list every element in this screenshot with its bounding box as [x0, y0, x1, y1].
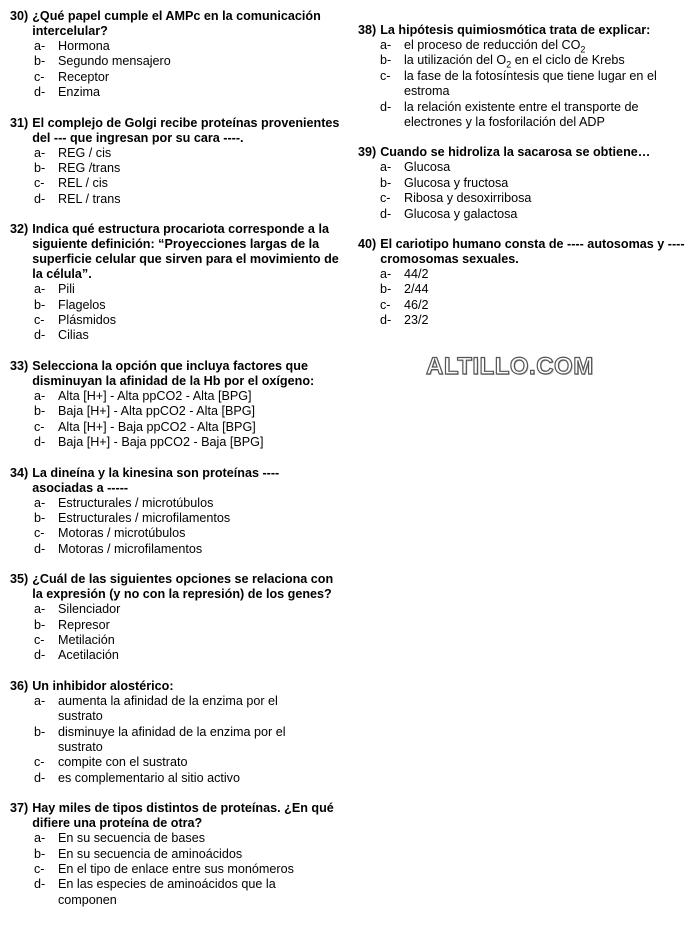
option-letter: a-	[34, 39, 46, 53]
option-letter: c-	[34, 632, 45, 647]
option-d	[358, 207, 693, 222]
option-a	[358, 267, 693, 282]
option-c	[10, 420, 340, 435]
options-list	[358, 267, 693, 329]
question-text: ¿Cuál de las siguientes opciones se relaciona con la expresión (y no con la represión) de los genes?	[32, 572, 334, 602]
options-list	[358, 160, 693, 222]
option-c	[10, 862, 320, 877]
question-title	[10, 9, 340, 39]
question-35	[10, 572, 340, 664]
option-text: Baja [H+] - Alta ppCO2 - Alta [BPG]	[58, 404, 256, 419]
options-list	[10, 831, 320, 908]
option-text: En el tipo de enlace entre sus monómeros	[58, 862, 294, 876]
option-b	[10, 618, 340, 633]
option-text: Glucosa y galactosa	[404, 206, 518, 221]
option-letter: d-	[34, 877, 46, 892]
question-title	[10, 466, 340, 496]
option-text: En su secuencia de bases	[58, 831, 206, 846]
option-letter: b-	[380, 53, 392, 68]
option-c	[10, 70, 340, 85]
question-number: 33)	[10, 358, 29, 373]
option-b	[10, 847, 320, 862]
option-text: Enzima	[58, 85, 100, 100]
option-text: Acetilación	[58, 648, 119, 663]
options-list	[10, 389, 340, 451]
option-text-main: la utilización del O	[404, 53, 507, 68]
option-a	[358, 160, 693, 175]
option-letter: b-	[34, 510, 46, 525]
option-letter: b-	[34, 54, 46, 69]
option-text: la relación existente entre el transporte de electrones y la fosforilación del ADP	[404, 99, 639, 130]
option-c	[358, 298, 693, 313]
question-37	[10, 801, 340, 908]
option-letter: b-	[34, 617, 46, 632]
option-text: la fase de la fotosíntesis que tiene lugar en el estroma	[404, 68, 657, 99]
option-c	[358, 191, 693, 206]
option-text: Glucosa	[404, 160, 451, 175]
question-number: 40)	[358, 237, 377, 252]
option-text: Ribosa y desoxirribosa	[404, 191, 532, 206]
question-30	[10, 9, 340, 101]
option-a	[10, 831, 320, 846]
option-a	[10, 602, 340, 617]
option-d	[10, 328, 340, 343]
question-38	[358, 23, 693, 130]
option-letter: b-	[380, 282, 392, 297]
option-letter: c-	[34, 313, 45, 328]
option-letter: b-	[34, 724, 46, 739]
option-a	[10, 282, 340, 297]
option-text: Plásmidos	[58, 313, 117, 328]
option-d	[358, 100, 693, 131]
option-letter: c-	[34, 862, 45, 876]
question-title	[358, 145, 693, 160]
option-letter: d-	[34, 328, 46, 343]
option-b	[358, 282, 693, 297]
option-letter: d-	[380, 206, 392, 221]
option-letter: a-	[380, 267, 392, 282]
options-list	[10, 602, 340, 664]
option-b	[10, 725, 310, 756]
option-a	[10, 39, 340, 54]
option-d	[10, 648, 340, 663]
question-34	[10, 466, 340, 558]
question-title	[10, 572, 340, 602]
question-32	[10, 222, 340, 344]
options-list	[10, 146, 340, 208]
option-text: aumenta la afinidad de la enzima por el sustrato	[58, 693, 278, 724]
option-text: 2/44	[404, 282, 429, 297]
subscript: 2	[506, 59, 512, 70]
option-text: REL / cis	[58, 176, 108, 191]
option-b	[10, 54, 340, 69]
question-number: 38)	[358, 23, 377, 37]
option-b	[10, 161, 340, 176]
option-letter: d-	[380, 313, 392, 328]
option-text: REG /trans	[58, 161, 121, 176]
option-letter: d-	[34, 770, 46, 785]
option-d	[10, 85, 340, 100]
option-c	[10, 176, 340, 191]
question-number: 30)	[10, 9, 29, 23]
option-text: 44/2	[404, 267, 429, 282]
option-d	[10, 435, 340, 450]
option-text: Alta [H+] - Baja ppCO2 - Alta [BPG]	[58, 419, 256, 434]
option-text: Motoras / microtúbulos	[58, 526, 186, 541]
option-text: compite con el sustrato	[58, 755, 188, 770]
option-d	[10, 877, 320, 908]
question-number: 39)	[358, 145, 377, 160]
options-list	[358, 38, 693, 130]
options-list	[10, 282, 340, 344]
option-b	[10, 404, 340, 419]
option-letter: d-	[34, 648, 46, 663]
option-text: En las especies de aminoácidos que la componen	[58, 877, 276, 907]
option-a	[10, 496, 340, 511]
option-letter: d-	[34, 435, 46, 450]
question-title	[10, 679, 340, 694]
question-text: Indica qué estructura procariota corresponde a la siguiente definición: “Proyecciones largas de la superficie celular que sirven para el movimiento de la célula”.	[32, 222, 339, 282]
option-letter: a-	[34, 602, 46, 617]
option-text: es complementario al sitio activo	[58, 770, 240, 785]
question-text: La dineína y la kinesina son proteínas ---- asociadas a -----	[32, 465, 280, 495]
option-letter: d-	[380, 99, 392, 114]
question-text: ¿Qué papel cumple el AMPc en la comunicación intercelular?	[32, 9, 321, 38]
question-number: 32)	[10, 222, 29, 237]
option-letter: b-	[34, 846, 46, 861]
option-text: REL / trans	[58, 191, 121, 206]
option-d	[10, 192, 340, 207]
option-letter: a-	[34, 145, 46, 160]
option-letter: c-	[34, 419, 45, 434]
option-letter: b-	[380, 175, 392, 190]
option-text: Hormona	[58, 39, 110, 53]
question-title	[10, 222, 340, 282]
option-text: Motoras / microfilamentos	[58, 541, 203, 556]
subscript: 2	[580, 44, 586, 55]
option-a	[10, 389, 340, 404]
option-text: 46/2	[404, 297, 429, 312]
option-a	[10, 694, 310, 725]
option-d	[358, 313, 693, 328]
option-text: 23/2	[404, 313, 429, 328]
options-list	[10, 496, 340, 558]
option-letter: a-	[380, 160, 392, 175]
option-b	[358, 53, 693, 68]
option-letter: d-	[34, 191, 46, 206]
option-text: Cilias	[58, 328, 89, 343]
option-text: Baja [H+] - Baja ppCO2 - Baja [BPG]	[58, 435, 264, 450]
option-text: Segundo mensajero	[58, 54, 171, 69]
option-letter: c-	[380, 191, 391, 206]
option-letter: c-	[380, 68, 391, 83]
question-number: 34)	[10, 465, 29, 480]
options-list	[10, 39, 340, 101]
option-letter: a-	[34, 831, 46, 846]
question-33	[10, 359, 340, 451]
option-b	[358, 176, 693, 191]
option-c	[10, 633, 340, 648]
option-letter: a-	[34, 388, 46, 403]
question-text: Selecciona la opción que incluya factores que disminuyan la afinidad de la Hb por el oxígeno:	[32, 358, 315, 388]
option-c	[10, 755, 310, 770]
question-title	[358, 23, 693, 38]
option-letter: c-	[380, 297, 391, 312]
option-text: disminuye la afinidad de la enzima por el sustrato	[58, 724, 286, 754]
option-letter: a-	[34, 282, 46, 297]
left-column	[10, 9, 340, 908]
option-text: Estructurales / microtúbulos	[58, 495, 214, 510]
option-b	[10, 298, 340, 313]
option-text: Receptor	[58, 69, 110, 84]
option-d	[10, 542, 340, 557]
question-title	[10, 801, 340, 831]
option-letter: d-	[34, 85, 46, 100]
question-39	[358, 145, 693, 222]
option-c	[10, 526, 340, 541]
question-40	[358, 237, 693, 329]
question-number: 35)	[10, 572, 29, 587]
watermark-logo: ALTILLO.COM	[426, 353, 594, 380]
option-c	[358, 69, 693, 100]
option-text: Flagelos	[58, 297, 106, 312]
question-36	[10, 679, 340, 786]
option-d	[10, 771, 310, 786]
question-text: Hay miles de tipos distintos de proteínas. ¿En qué difiere una proteína de otra?	[32, 801, 334, 831]
question-text: El cariotipo humano consta de ---- autosomas y ----cromosomas sexuales.	[380, 237, 685, 267]
option-letter: c-	[34, 176, 45, 191]
option-letter: a-	[380, 38, 392, 52]
option-letter: c-	[34, 69, 45, 84]
option-c	[10, 313, 340, 328]
option-text-main: el proceso de reducción del CO	[404, 38, 581, 52]
option-letter: b-	[34, 297, 46, 312]
question-title	[10, 116, 340, 146]
option-text: Glucosa y fructosa	[404, 175, 509, 190]
question-number: 36)	[10, 678, 29, 693]
question-text: El complejo de Golgi recibe proteínas provenientes del --- que ingresan por su cara ----.	[32, 115, 340, 145]
option-letter: a-	[34, 693, 46, 708]
options-list	[10, 694, 310, 786]
option-letter: c-	[34, 755, 45, 770]
option-letter: b-	[34, 161, 46, 176]
option-text: Metilación	[58, 632, 115, 647]
option-b	[10, 511, 340, 526]
option-text	[404, 38, 693, 53]
option-a	[10, 146, 340, 161]
option-text: REG / cis	[58, 145, 112, 160]
option-text: Estructurales / microfilamentos	[58, 510, 231, 525]
option-letter: a-	[34, 495, 46, 510]
option-text	[404, 53, 693, 68]
option-text-after: en el ciclo de Krebs	[511, 53, 625, 68]
right-column	[358, 23, 693, 329]
option-text: Represor	[58, 617, 110, 632]
option-letter: c-	[34, 526, 45, 541]
option-letter: d-	[34, 541, 46, 556]
question-number: 37)	[10, 801, 29, 816]
option-text: Alta [H+] - Alta ppCO2 - Alta [BPG]	[58, 388, 252, 403]
question-title	[10, 359, 340, 389]
question-31	[10, 116, 340, 208]
question-text: La hipótesis quimiosmótica trata de explicar:	[380, 23, 651, 37]
option-text: Silenciador	[58, 602, 121, 617]
option-a	[358, 38, 693, 53]
question-text: Un inhibidor alostérico:	[32, 678, 174, 693]
question-number: 31)	[10, 115, 29, 130]
option-text: En su secuencia de aminoácidos	[58, 846, 243, 861]
question-text: Cuando se hidroliza la sacarosa se obtiene…	[380, 145, 651, 160]
option-letter: b-	[34, 404, 46, 419]
option-text: Pili	[58, 282, 75, 297]
question-title	[358, 237, 693, 267]
